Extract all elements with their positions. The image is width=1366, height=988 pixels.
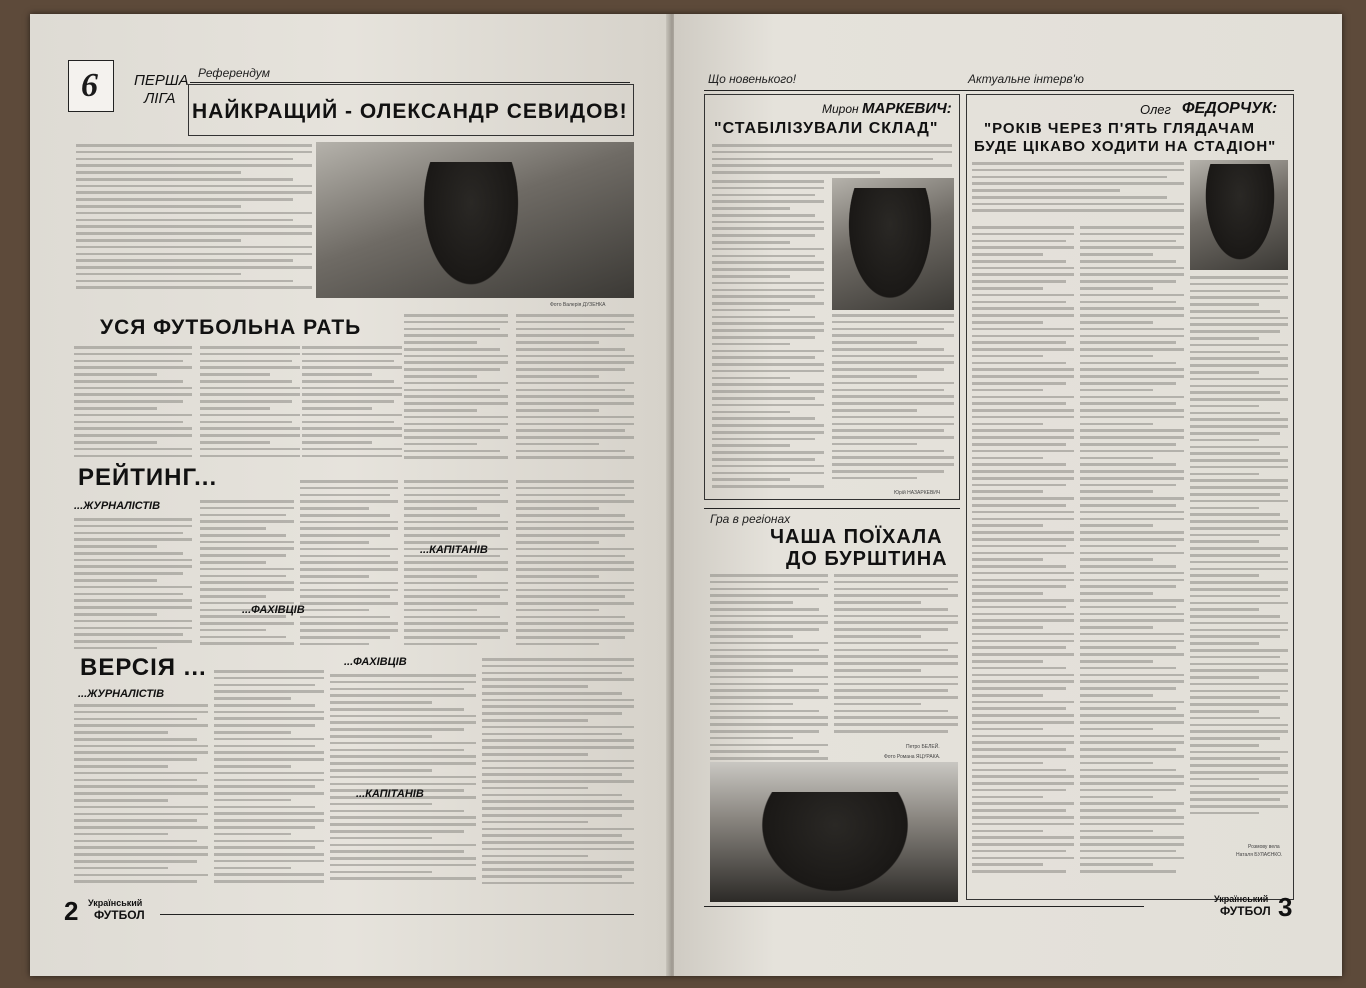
rating-title: РЕЙТИНГ...: [78, 464, 218, 491]
version-captains-heading: ...КАПІТАНІВ: [356, 788, 424, 800]
list-column-5: [516, 314, 634, 460]
team-group: [750, 792, 920, 902]
photo-team-celebration: [710, 762, 958, 902]
interview1-text-col1: [712, 180, 824, 492]
version-list-col4: [482, 658, 634, 892]
list-column-2: [200, 346, 300, 460]
version-journalists-list: [74, 704, 208, 892]
rating-list-col4: [404, 480, 508, 656]
footer-rule: [160, 914, 634, 915]
newspaper-spread: [30, 14, 1342, 976]
page-number-right: 3: [1278, 892, 1293, 922]
interview2-lead: [972, 162, 1184, 220]
rating-list-col2: [200, 500, 294, 656]
interview1-lead: [712, 144, 952, 176]
interview2-title-line1: "РОКІВ ЧЕРЕЗ П'ЯТЬ ГЛЯДАЧАМ: [984, 120, 1255, 137]
section-title-football-army: УСЯ ФУТБОЛЬНА РАТЬ: [100, 316, 362, 339]
regions-rubric: Гра в регіонах: [710, 512, 791, 526]
regions-text-col2: [834, 574, 958, 742]
page-number-left: 2: [64, 896, 79, 926]
list-column-4: [404, 314, 508, 460]
version-journalists-heading: ...ЖУРНАЛІСТІВ: [78, 688, 165, 700]
page-left: [30, 14, 670, 976]
photo-credit: Фото Валерія ДУЗЕНКА: [550, 302, 606, 308]
headline: НАЙКРАЩИЙ - ОЛЕКСАНДР СЕВИДОВ!: [192, 100, 628, 123]
version-list-col3: [330, 674, 476, 892]
interview2-text-col2: [1080, 226, 1184, 890]
interview1-author: Юрій НАЗАРКЕВИЧ: [894, 490, 941, 496]
rubric-referendum: Референдум: [198, 66, 270, 80]
interview1-name-first: Мирон: [822, 102, 859, 116]
interview2-author-line2: Наталя БУЛАЄНКО.: [1236, 852, 1283, 858]
regions-text-col1: [710, 574, 828, 770]
rating-list-col3: [300, 480, 398, 656]
list-column-3: [302, 346, 402, 460]
page-right: [674, 14, 1342, 976]
footer-brand-line2: ФУТБОЛ: [94, 908, 145, 922]
rating-captains-heading: ...КАПІТАНІВ: [420, 544, 488, 556]
lead-article-text: [76, 144, 312, 294]
interview2-text-col3: [1190, 276, 1288, 830]
player-figure: [416, 162, 526, 298]
footer-brand-line1-right: Український: [1214, 894, 1269, 904]
footer-brand-line2-right: ФУТБОЛ: [1220, 904, 1271, 918]
footer-rule-right: [704, 906, 1144, 907]
regions-author: Петро БЕЛЕЙ.: [906, 744, 940, 750]
interview2-author-line1: Розмову вела: [1248, 844, 1280, 850]
interview2-text-col1: [972, 226, 1074, 890]
regions-title-line1: ЧАША ПОЇХАЛА: [770, 526, 943, 548]
rating-experts-heading: ...ФАХІВЦІВ: [242, 604, 305, 616]
interview1-name-last: МАРКЕВИЧ:: [862, 100, 952, 117]
regions-title-line2: ДО БУРШТИНА: [786, 548, 948, 570]
footer-brand-line1: Український: [88, 898, 143, 908]
photo-sevidov: [316, 142, 634, 298]
rubric-interview: Актуальне інтерв'ю: [968, 72, 1084, 86]
header-rule-right: [704, 90, 1294, 91]
rating-journalists-heading: ...ЖУРНАЛІСТІВ: [74, 500, 161, 512]
interview2-title-line2: БУДЕ ЦІКАВО ХОДИТИ НА СТАДІОН": [974, 138, 1277, 155]
section-tag-line2: ЛІГА: [144, 90, 176, 107]
list-column-1: [74, 346, 192, 460]
header-rule: [190, 82, 630, 83]
version-title: ВЕРСІЯ ...: [80, 654, 207, 681]
portrait-figure-2: [1200, 164, 1280, 270]
logo-number: 6: [81, 67, 98, 104]
portrait-figure: [842, 188, 938, 310]
interview1-title: "СТАБІЛІЗУВАЛИ СКЛАД": [714, 120, 939, 137]
section-tag-line1: ПЕРША: [134, 72, 189, 89]
regions-rule: [704, 508, 960, 509]
interview2-name-first: Олег: [1140, 102, 1171, 117]
interview2-name-last: ФЕДОРЧУК:: [1182, 100, 1278, 117]
rating-list-col5: [516, 480, 634, 656]
photo-markevych: [832, 178, 954, 310]
version-experts-heading: ...ФАХІВЦІВ: [344, 656, 407, 668]
logo-first-league-badge: [68, 60, 114, 112]
photo-fedorchuk: [1190, 160, 1288, 270]
rubric-whats-new: Що новенького!: [708, 72, 797, 86]
version-list-col2: [214, 670, 324, 892]
interview1-text-col2: [832, 314, 954, 486]
regions-photo-credit: Фото Романа ЯЦУРАКА.: [884, 754, 941, 760]
rating-journalists-list: [74, 518, 192, 656]
